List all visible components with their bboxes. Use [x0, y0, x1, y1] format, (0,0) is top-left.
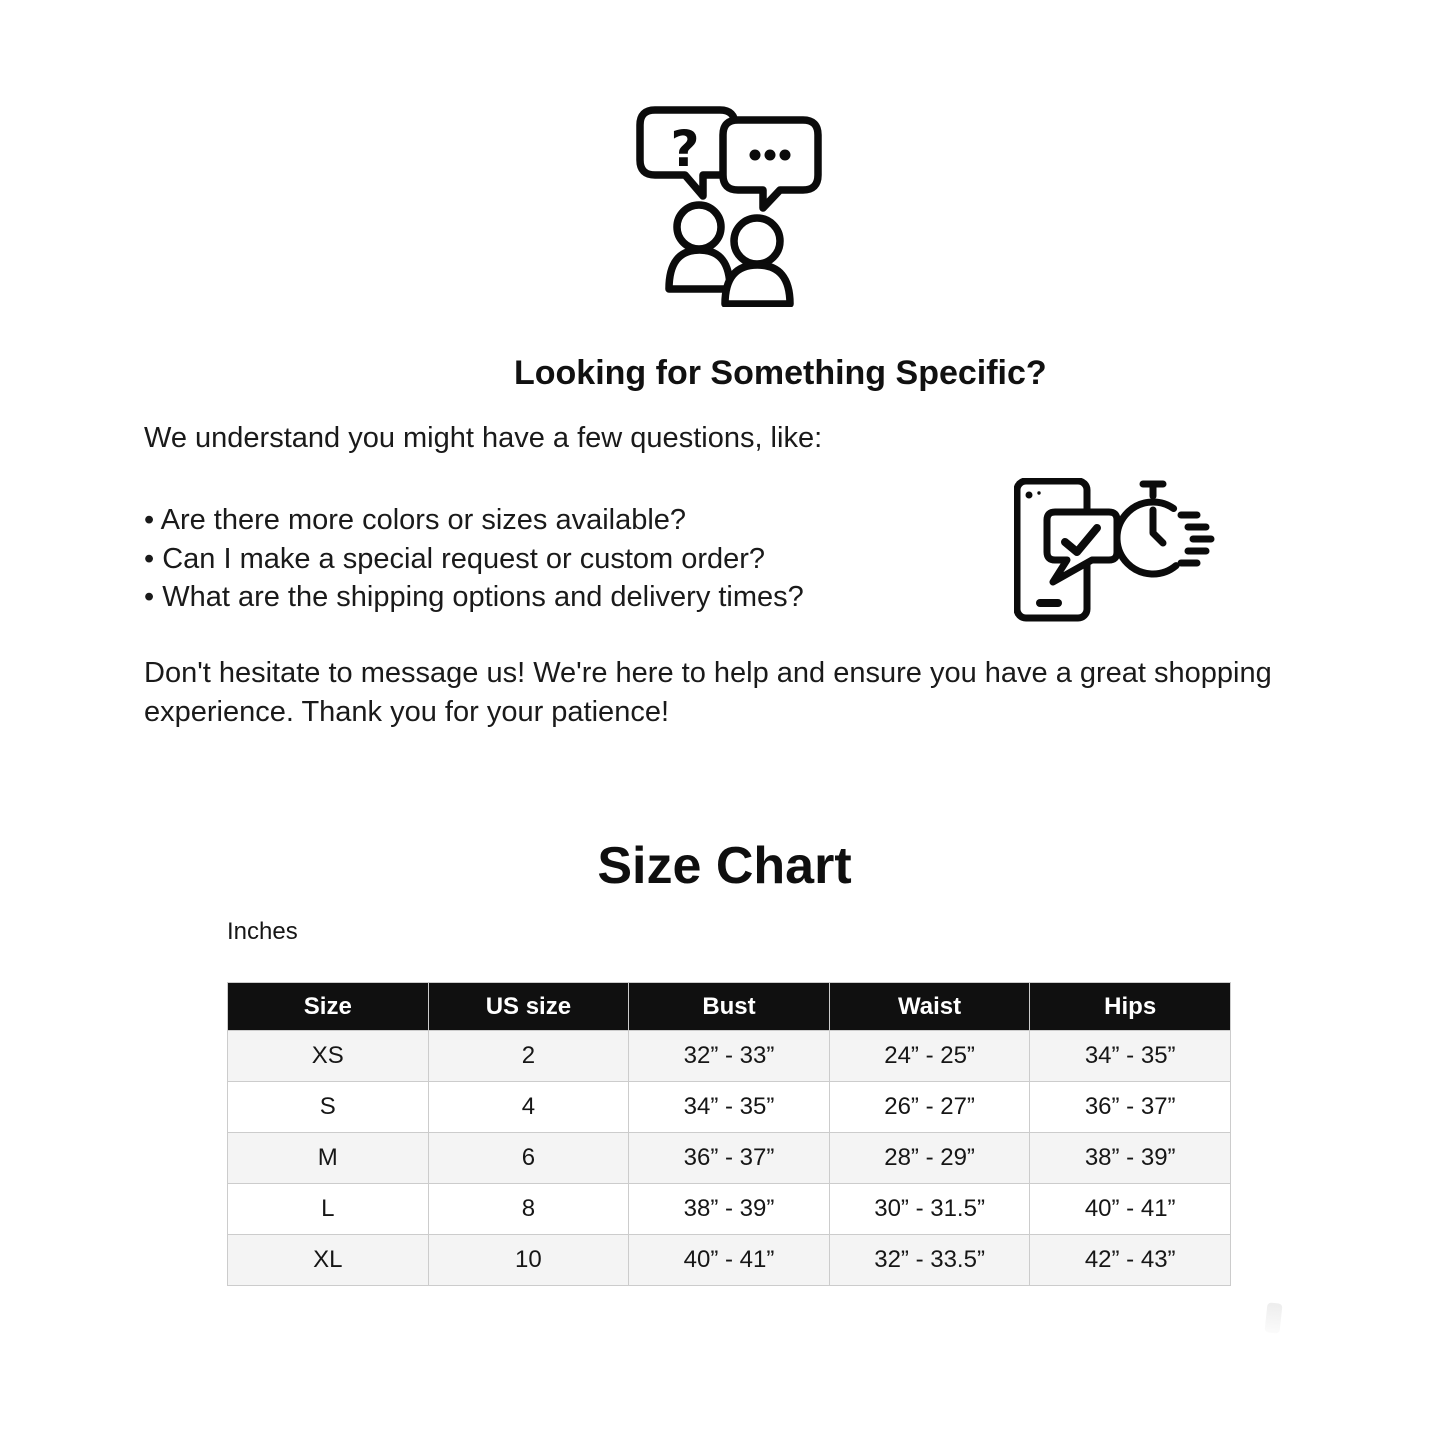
cell-us: 8 [428, 1184, 629, 1235]
question-item: • What are the shipping options and delivery times? [144, 581, 804, 614]
cell-us: 10 [428, 1235, 629, 1286]
unit-label: Inches [227, 918, 298, 945]
table-row [228, 1184, 1231, 1235]
cell-waist: 24” - 25” [829, 1031, 1030, 1082]
cell-size: L [228, 1184, 429, 1235]
cell-hips: 38” - 39” [1030, 1133, 1231, 1184]
size-chart-table [227, 982, 1231, 1286]
cell-waist: 30” - 31.5” [829, 1184, 1030, 1235]
cell-bust: 32” - 33” [629, 1031, 830, 1082]
question-list [144, 501, 804, 617]
table-row [228, 1082, 1231, 1133]
cell-us: 6 [428, 1133, 629, 1184]
question-item: • Can I make a special request or custom order? [144, 542, 766, 575]
question-item: • Are there more colors or sizes available? [144, 504, 687, 536]
watermark [1264, 1302, 1282, 1333]
cell-size: XS [228, 1031, 429, 1082]
column-header-hips: Hips [1030, 983, 1231, 1031]
cell-bust: 34” - 35” [629, 1082, 830, 1133]
cell-us: 2 [428, 1031, 629, 1082]
cell-hips: 42” - 43” [1030, 1235, 1231, 1286]
cell-bust: 38” - 39” [629, 1184, 830, 1235]
cell-size: S [228, 1082, 429, 1133]
column-header-size: Size [228, 983, 429, 1031]
cell-waist: 26” - 27” [829, 1082, 1030, 1133]
question-mark-glyph: ? [670, 120, 700, 178]
closing-text: Don't hesitate to message us! We're here to help and ensure you have a great shopping experience. Thank you for your patience! [144, 657, 1272, 728]
column-header-bust: Bust [629, 983, 830, 1031]
quick-reply-icon [1014, 478, 1216, 624]
cell-size: M [228, 1133, 429, 1184]
cell-hips: 36” - 37” [1030, 1082, 1231, 1133]
size-chart-title: Size Chart [597, 837, 852, 895]
table-row [228, 1031, 1231, 1082]
cell-us: 4 [428, 1082, 629, 1133]
column-header-us-size: US size [428, 983, 629, 1031]
table-row [228, 1235, 1231, 1286]
column-header-waist: Waist [829, 983, 1030, 1031]
cell-waist: 28” - 29” [829, 1133, 1030, 1184]
table-row [228, 1133, 1231, 1184]
cell-waist: 32” - 33.5” [829, 1235, 1030, 1286]
cell-bust: 40” - 41” [629, 1235, 830, 1286]
cell-hips: 40” - 41” [1030, 1184, 1231, 1235]
intro-text: We understand you might have a few questions, like: [144, 422, 823, 454]
cell-size: XL [228, 1235, 429, 1286]
cell-bust: 36” - 37” [629, 1133, 830, 1184]
table-header-row [228, 983, 1231, 1031]
cell-hips: 34” - 35” [1030, 1031, 1231, 1082]
people-chat-icon [634, 102, 824, 307]
page-title: Looking for Something Specific? [514, 354, 1047, 392]
